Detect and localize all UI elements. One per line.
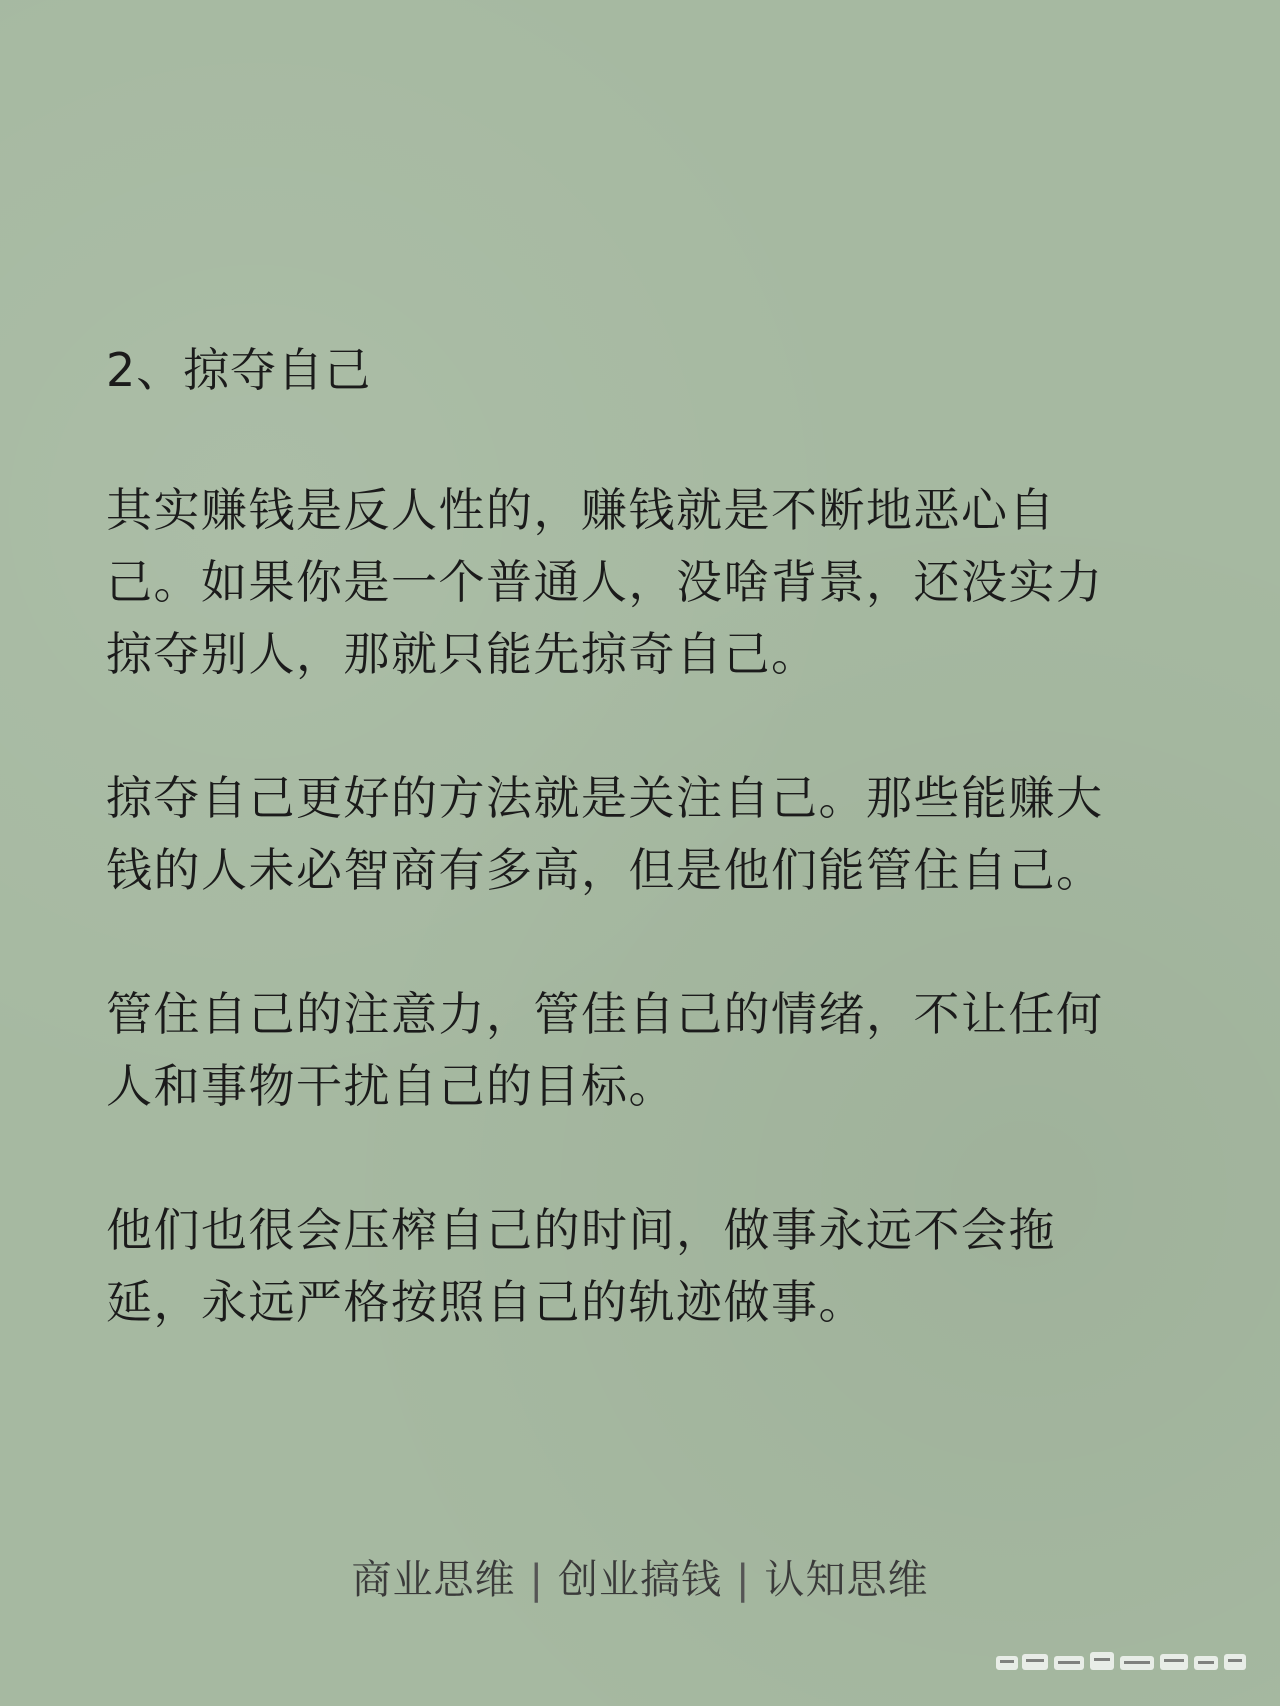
tag-footer [0, 1552, 1280, 1608]
tag-separator: | [736, 1557, 751, 1603]
paragraph-2: 掠夺自己更好的方法就是关注自己。那些能赚大钱的人未必智商有多高，但是他们能管住自己。 [106, 771, 1104, 897]
paragraph-1: 其实赚钱是反人性的，赚钱就是不断地恶心自己。如果你是一个普通人，没啥背景，还没实力掠夺别人，那就只能先掠奇自己。 [106, 483, 1104, 681]
tag-separator: | [529, 1557, 544, 1603]
paragraph-3: 管住自己的注意力，管佳自己的情绪，不让任何人和事物干扰自己的目标。 [106, 987, 1104, 1113]
tag-startup-money: 创业搞钱 [558, 1557, 722, 1603]
section-heading: 2、掠夺自己 [106, 343, 372, 397]
paragraph-4: 他们也很会压榨自己的时间，做事永远不会拖延，永远严格按照自己的轨迹做事。 [106, 1203, 1056, 1329]
article-body [106, 338, 1106, 1410]
watermark-logo [992, 1646, 1252, 1678]
tag-business-thinking: 商业思维 [351, 1557, 516, 1603]
tag-cognitive-thinking: 认知思维 [764, 1557, 929, 1603]
